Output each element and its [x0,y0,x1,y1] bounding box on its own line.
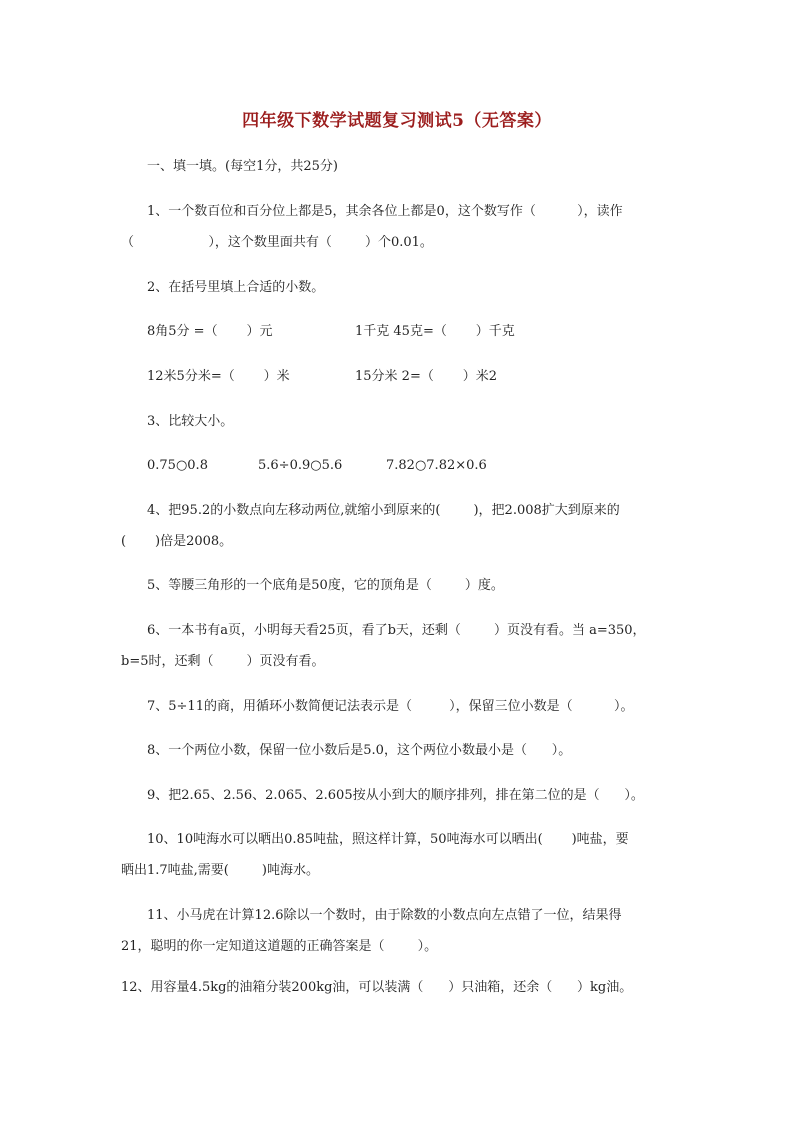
question-3-item-3: 7.82○7.82×0.6 [386,458,487,473]
section-heading: 一、填一填。(每空1分，共25分) [147,159,338,174]
question-4-line-2: ( )倍是2008。 [121,534,233,549]
question-10-line-1: 10、10吨海水可以晒出0.85吨盐，照这样计算，50吨海水可以晒出( )吨盐，要 [147,832,629,847]
question-2-prompt: 2、在括号里填上合适的小数。 [147,280,325,295]
question-8: 8、一个两位小数，保留一位小数后是5.0，这个两位小数最小是（ ）。 [147,743,572,758]
question-10-line-2: 晒出1.7吨盐,需要( )吨海水。 [121,863,320,878]
question-11-line-2: 21，聪明的你一定知道这道题的正确答案是（ ）。 [121,939,438,954]
question-2-item-3: 12米5分米=（ ）米 [147,369,290,384]
question-1-line-1: 1、一个数百位和百分位上都是5，其余各位上都是0，这个数写作（ ），读作 [147,204,623,219]
question-1-line-2: （ ），这个数里面共有（ ）个0.01。 [121,235,433,250]
question-5: 5、等腰三角形的一个底角是50度，它的顶角是（ ）度。 [147,578,504,593]
question-7: 7、5÷11的商，用循环小数简便记法表示是（ ），保留三位小数是（ ）。 [147,699,634,714]
question-2-item-4: 15分米 2=（ ）米2 [355,369,498,384]
question-12: 12、用容量4.5kg的油箱分装200kg油，可以装满（ ）只油箱，还余（ ）kg油。 [121,980,633,995]
page-title: 四年级下数学试题复习测试5（无答案） [242,111,552,131]
question-9: 9、把2.65、2.56、2.065、2.605按从小到大的顺序排列，排在第二位的是（ ）。 [147,788,644,803]
question-3-prompt: 3、比较大小。 [147,414,234,429]
question-6-line-2: b=5时，还剩（ ）页没有看。 [121,654,325,669]
question-3-item-1: 0.75○0.8 [147,458,208,473]
question-3-item-2: 5.6÷0.9○5.6 [258,458,343,473]
question-4-line-1: 4、把95.2的小数点向左移动两位,就缩小到原来的( )，把2.008扩大到原来的 [147,503,620,518]
question-6-line-1: 6、一本书有a页，小明每天看25页，看了b天，还剩（ ）页没有看。当 a=350， [147,623,646,638]
question-2-item-1: 8角5分 =（ ）元 [147,324,273,339]
question-11-line-1: 11、小马虎在计算12.6除以一个数时，由于除数的小数点向左点错了一位，结果得 [147,908,622,923]
question-2-item-2: 1千克 45克=（ ）千克 [355,324,515,339]
